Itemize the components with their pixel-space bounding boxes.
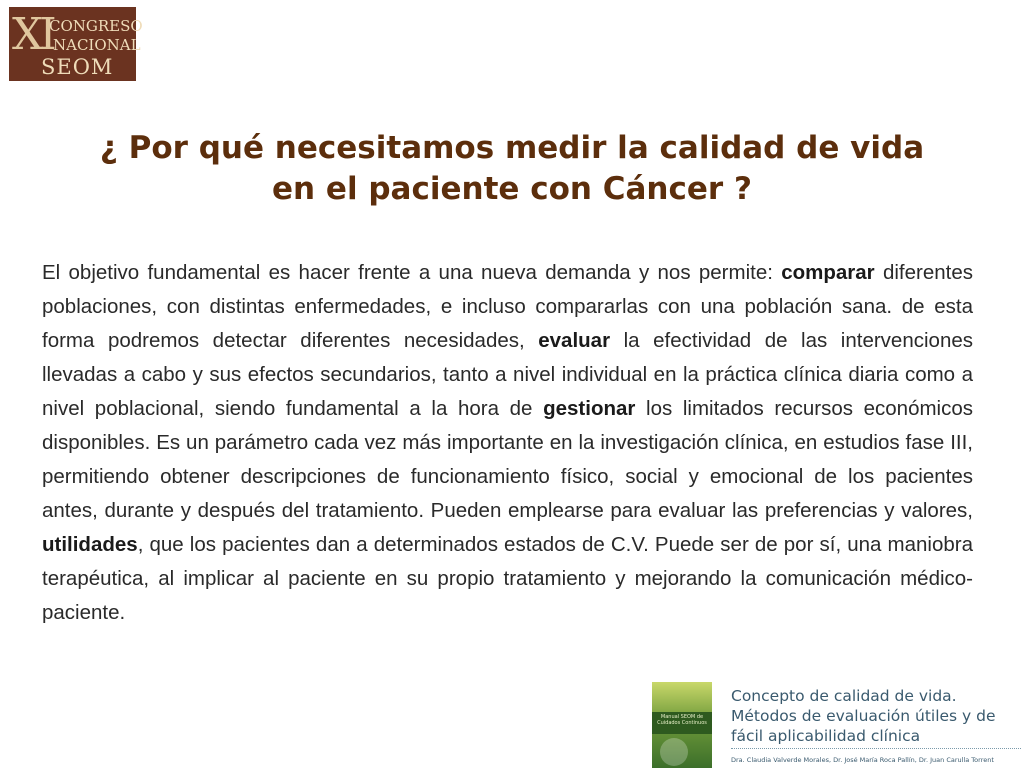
slide-title <box>40 128 984 210</box>
logo-line-congreso: CONGRESO <box>49 17 143 35</box>
body-text-part: los limitados recursos económicos disponibles. Es un parámetro cada vez más importante en la investigación clínica, en estudios fase III, permitiendo obtener descripciones de funcionamiento físico, social y emocional de los pacientes antes, durante y después del tratamiento. Pueden emplearse para evaluar las preferencias y valores, <box>42 397 974 522</box>
body-text-part: la efectividad de las intervenciones llevadas a cabo y sus efectos secundarios, tanto a nivel individual en la práctica clínica diaria como a nivel poblacional, siendo fundamental a la hora de <box>42 329 973 420</box>
book-cover-label: Manual SEOM de Cuidados Continuos <box>652 712 712 734</box>
footer-title-line1: Concepto de calidad de vida. <box>731 687 957 705</box>
footer-authors: Dra. Claudia Valverde Morales, Dr. José María Roca Pallín, Dr. Juan Carulla Torrent <box>731 756 994 764</box>
logo-numeral: XI <box>12 9 53 60</box>
keyword-utilidades: utilidades <box>42 533 138 556</box>
body-text-part: , que los pacientes dan a determinados estados de C.V. Puede ser de por sí, una maniobra terapéutica, al implicar al paciente en su propio tratamiento y mejorando la comunicación médico-paciente. <box>42 533 973 624</box>
book-cover-decoration <box>660 738 688 766</box>
body-text-part: El objetivo fundamental es hacer frente a una nueva demanda y nos permite: <box>42 261 782 284</box>
footer-chapter-title <box>731 686 1021 746</box>
keyword-evaluar: evaluar <box>538 329 611 352</box>
slide-title-line2: en el paciente con Cáncer ? <box>272 171 752 207</box>
manual-book-cover <box>652 682 712 768</box>
body-paragraph <box>42 256 973 630</box>
logo-line-nacional: NACIONAL <box>53 36 141 54</box>
footer-divider <box>731 748 1021 749</box>
body-text-part: diferentes poblaciones, con distintas enfermedades, e incluso compararlas con una población sana. de esta forma podremos detectar diferentes necesidades, <box>42 261 973 352</box>
keyword-comparar: comparar <box>781 261 875 284</box>
seom-congress-logo <box>9 7 143 81</box>
footer-title-line2: Métodos de evaluación útiles y de <box>731 707 996 725</box>
footer-title-line3: fácil aplicabilidad clínica <box>731 727 921 745</box>
slide-title-line1: ¿ Por qué necesitamos medir la calidad de vida <box>99 130 925 166</box>
keyword-gestionar: gestionar <box>543 397 636 420</box>
logo-line-seom: SEOM <box>41 55 114 79</box>
